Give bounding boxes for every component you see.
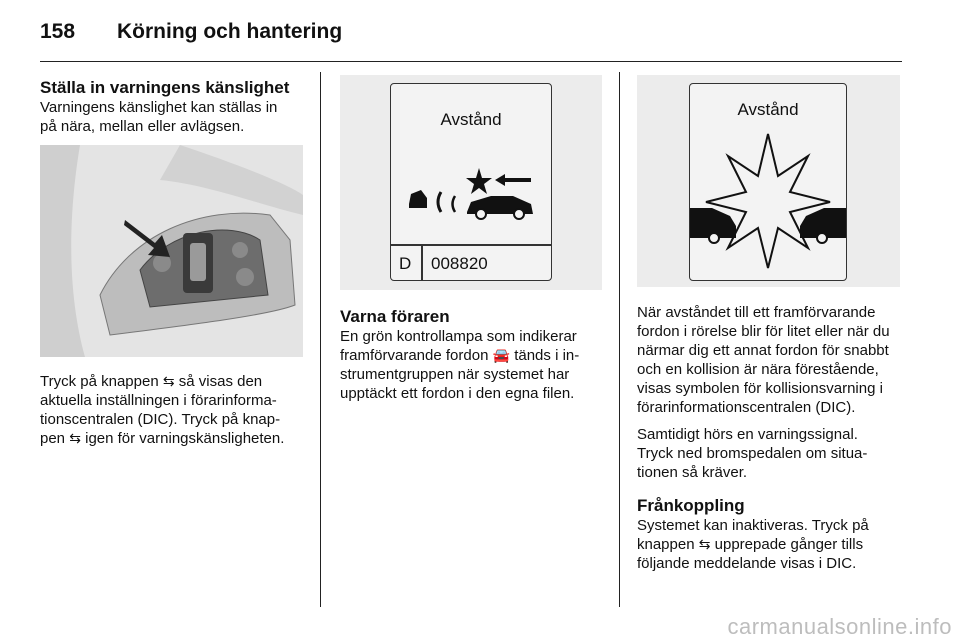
body-line: strumentgruppen när systemet har (340, 366, 570, 383)
body-line (40, 429, 315, 448)
body-text: tänds i in- (514, 347, 580, 364)
body-line: närmar dig ett annat fordon för snabbt (637, 342, 889, 359)
column-divider-1 (320, 72, 321, 607)
body-line: fordon i rörelse blir för litet eller när du (637, 323, 890, 340)
body-text: så visas den (178, 373, 263, 390)
body-line (40, 372, 315, 391)
body-line (637, 535, 903, 554)
intro-line: Varningens känslighet kan ställas in (40, 99, 278, 116)
body-line: Samtidigt hörs en varningssignal. (637, 426, 858, 443)
distance-display-figure (340, 75, 602, 290)
intro-line: på nära, mellan eller avlägsen. (40, 118, 245, 135)
display-divider (391, 244, 551, 246)
vehicle-ahead-icon (391, 154, 551, 224)
distance-button-icon: ⇆ (69, 430, 81, 446)
header-rule (40, 61, 902, 62)
body-line: Systemet kan inaktiveras. Tryck på (637, 517, 869, 534)
body-text: framförvarande fordon (340, 347, 489, 364)
watermark-text: carmanualsonline.info (727, 614, 952, 639)
dic-display-frame (390, 83, 552, 281)
body-text: pen (40, 430, 66, 447)
column-3 (637, 303, 903, 573)
chapter-title: Körning och hantering (117, 20, 343, 43)
paragraph-gap (637, 482, 903, 496)
display-code-letter: D (399, 254, 412, 273)
body-line: aktuella inställningen i förarinforma- (40, 392, 277, 409)
distance-button-icon: ⇆ (698, 536, 711, 552)
body-line (340, 346, 612, 365)
body-line: tionen så kräver. (637, 464, 748, 481)
body-line: visas symbolen för kollisionsvarning i (637, 380, 883, 397)
body-line: förarinformationscentralen (DIC). (637, 399, 856, 416)
body-text: knappen (637, 536, 695, 553)
collision-warning-icon (690, 126, 846, 276)
collision-display-figure (637, 75, 900, 287)
dic-display-frame (689, 83, 847, 281)
page-header (0, 0, 960, 64)
section-heading-warn-driver: Varna föraren (340, 307, 450, 326)
body-line: upptäckt ett fordon i den egna filen. (340, 385, 575, 402)
display-label: Avstånd (737, 100, 799, 119)
body-line: och en kollision är nära förestående, (637, 361, 879, 378)
section-heading-disable: Frånkoppling (637, 496, 745, 515)
body-line: tionscentralen (DIC). Tryck på knap- (40, 411, 281, 428)
section-heading-sensitivity: Ställa in varningens känslighet (40, 78, 290, 97)
distance-button-icon: ⇆ (162, 373, 175, 389)
body-line: följande meddelande visas i DIC. (637, 555, 857, 572)
body-text: igen för varningskänsligheten. (85, 430, 285, 447)
body-text: Tryck på knappen (40, 373, 159, 390)
steering-wheel-illustration (40, 145, 303, 357)
column-1-body (40, 372, 315, 448)
paragraph-gap (637, 417, 903, 425)
vehicle-ahead-indicator-icon: 🚘 (492, 347, 511, 363)
column-2 (340, 307, 612, 403)
page-number: 158 (40, 20, 76, 43)
column-divider-2 (619, 72, 620, 607)
body-line: En grön kontrollampa som indikerar (340, 328, 577, 345)
column-1 (40, 78, 310, 136)
display-code-number: 008820 (431, 254, 488, 273)
body-text: upprepade gånger tills (714, 536, 864, 553)
display-divider (421, 245, 423, 280)
body-line: När avståndet till ett framförvarande (637, 304, 876, 321)
steering-wheel-figure (40, 145, 303, 357)
display-label: Avstånd (440, 110, 502, 129)
body-line: Tryck ned bromspedalen om situa- (637, 445, 868, 462)
